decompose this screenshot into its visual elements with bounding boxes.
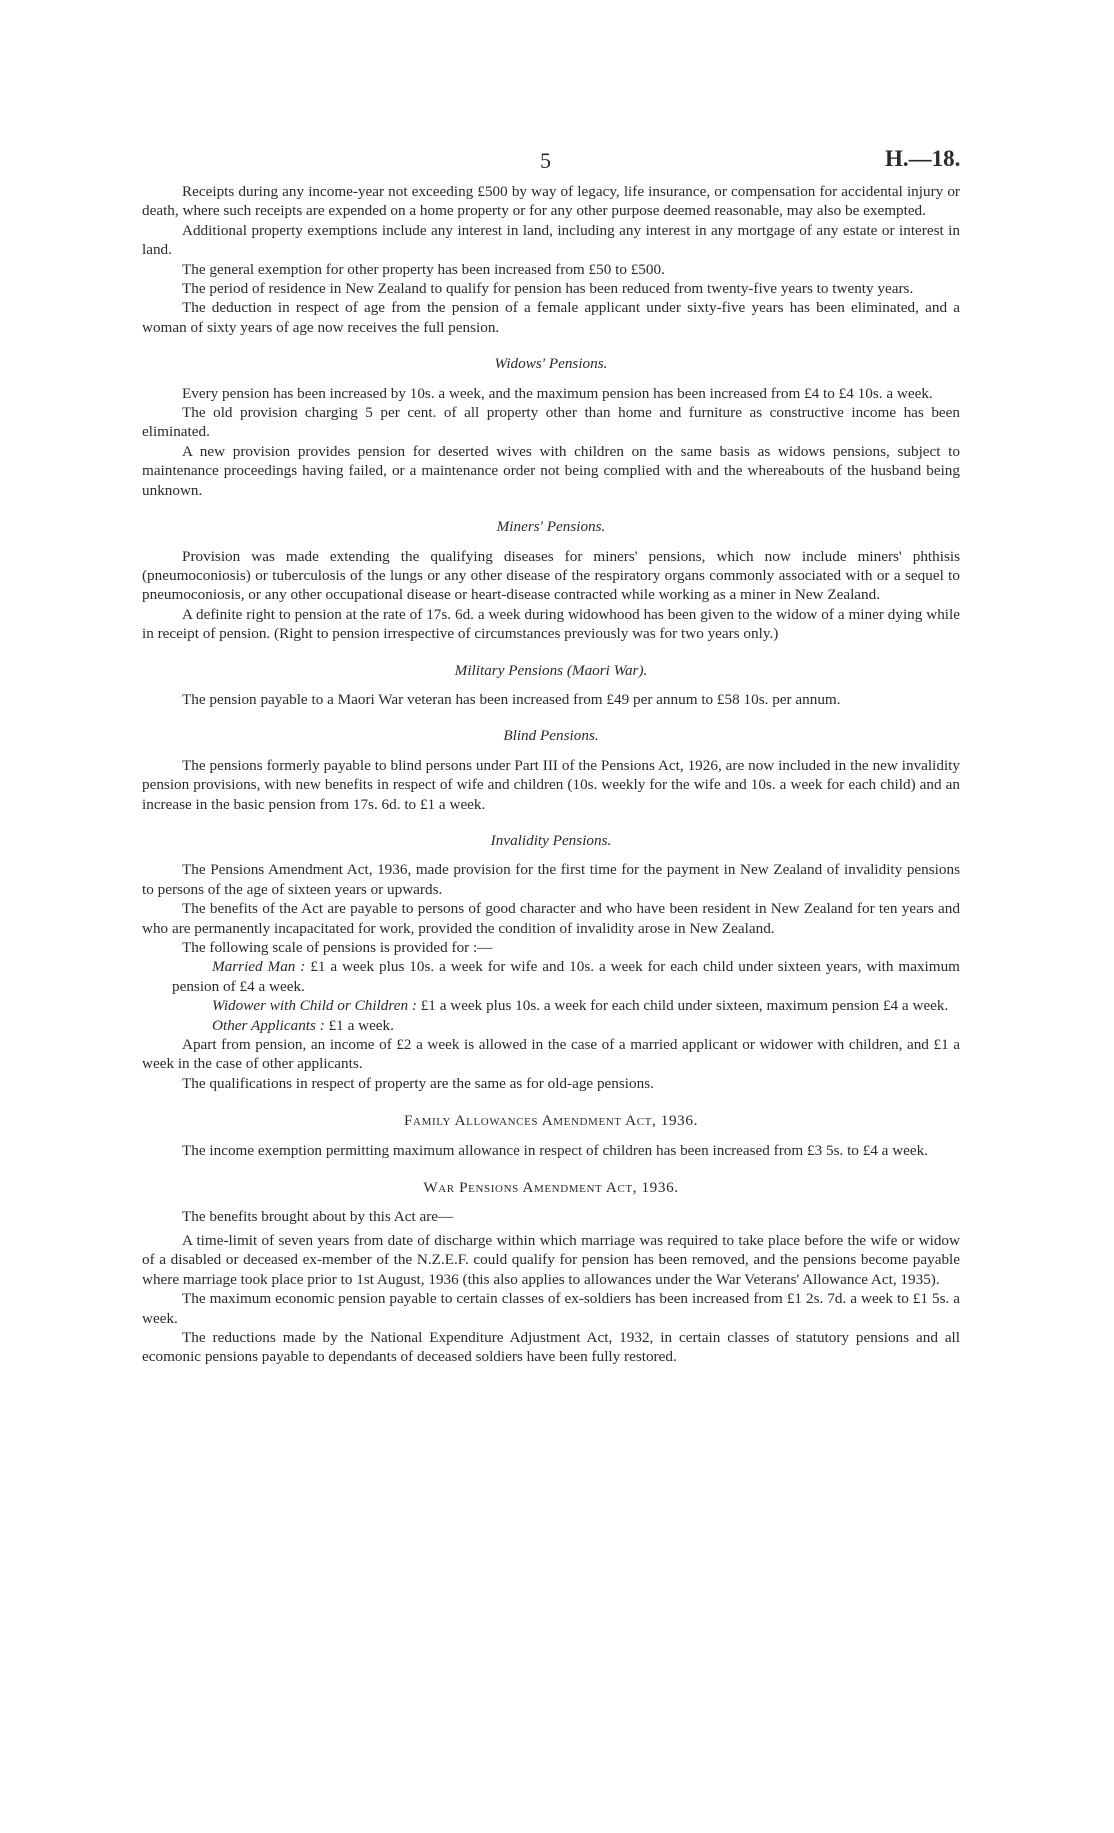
pension-scale-text: £1 a week plus 10s. a week for each child under sixteen, maximum pension £4 a week. — [420, 997, 949, 1015]
paragraph: Receipts during any income-year not exceeding £500 by way of legacy, life insurance, or compensation for accidental injury or death, where such receipts are expended on a home property or for any other purpose deemed reasonable, may also be exempted. — [142, 183, 960, 220]
paragraph: The deduction in respect of age from the pension of a female applicant under sixty-five years has been eliminated, and a woman of sixty years of age now receives the full pension. — [142, 299, 960, 336]
paragraph: The maximum economic pension payable to certain classes of ex-soldiers has been increased from £1 2s. 7d. a week to £1 5s. a week. — [142, 1290, 960, 1327]
section-heading-war-pensions: War Pensions Amendment Act, 1936. — [423, 1179, 679, 1197]
paragraph: The benefits of the Act are payable to persons of good character and who have been resident in New Zealand for ten years and who are permanently incapacitated for work, provided the condition of invalidity arose in New Zealand. — [142, 900, 960, 937]
paragraph: A definite right to pension at the rate of 17s. 6d. a week during widowhood has been given to the widow of a miner dying while in receipt of pension. (Right to pension irrespective of circumstances previously was for two years only.) — [142, 605, 960, 643]
paragraph: The pension payable to a Maori War veteran has been increased from £49 per annum to £58 10s. per annum. — [182, 690, 841, 708]
paragraph: The pensions formerly payable to blind persons under Part III of the Pensions Act, 1926, are now included in the new invalidity pension provisions, with new benefits in respect of wife and children (10s. weekly for the wife and 10s. a week for each child) and an increase in the basic pension from 17s. 6d. to £1 a week. — [142, 756, 960, 813]
paragraph: Every pension has been increased by 10s. a week, and the maximum pension has been increased from £4 to £4 10s. a week. — [182, 384, 933, 402]
pension-scale-item — [142, 1016, 960, 1035]
section-heading-blind: Blind Pensions. — [503, 727, 599, 745]
document-body — [142, 182, 960, 1367]
paragraph: The period of residence in New Zealand to qualify for pension has been reduced from twenty-five years to twenty years. — [182, 280, 914, 298]
pension-scale-category: Other Applicants : — [212, 1016, 325, 1034]
paragraph: The qualifications in respect of property are the same as for old-age pensions. — [182, 1074, 654, 1092]
paragraph: The Pensions Amendment Act, 1936, made provision for the first time for the payment in New Zealand of invalidity pensions to persons of the age of sixteen years or upwards. — [142, 861, 960, 898]
section-heading-miners: Miners' Pensions. — [496, 518, 606, 536]
page-number: 5 — [540, 148, 551, 173]
section-heading-military: Military Pensions (Maori War). — [454, 661, 648, 679]
section-heading-widows: Widows' Pensions. — [494, 355, 608, 373]
pension-scale-item — [142, 957, 960, 996]
section-heading-family-allowances: Family Allowances Amendment Act, 1936. — [404, 1112, 698, 1130]
document-reference: H.—18. — [885, 146, 961, 171]
paragraph: Apart from pension, an income of £2 a week is allowed in the case of a married applicant or widower with children, and £1 a week in the case of other applicants. — [142, 1036, 960, 1073]
paragraph: The income exemption permitting maximum allowance in respect of children has been increased from £3 5s. to £4 a week. — [182, 1141, 929, 1159]
pension-scale-text: £1 a week plus 10s. a week for wife and 10s. a week for each child under sixteen years, with maximum pension of £4 a week. — [172, 958, 960, 995]
paragraph: A time-limit of seven years from date of discharge within which marriage was required to take place before the wife or widow of a disabled or deceased ex-member of the N.Z.E.F. could qualify for pension has been removed, and the pensions become payable where marriage took place prior to 1st August, 1936 (this also applies to allowances under the War Veterans' Allowance Act, 1935). — [142, 1231, 960, 1288]
paragraph: Provision was made extending the qualifying diseases for miners' pensions, which now include miners' phthisis (pneumoconiosis) or tuberculosis of the lungs or any other disease of the respiratory organs commonly associated with or a sequel to pneumoconiosis, or any other occupational disease or heart-disease contracted while working as a miner in New Zealand. — [142, 547, 960, 604]
paragraph: The benefits brought about by this Act are— — [182, 1208, 454, 1226]
pension-scale-item — [142, 996, 960, 1015]
pension-scale-category: Widower with Child or Children : — [212, 997, 417, 1015]
paragraph: The reductions made by the National Expenditure Adjustment Act, 1932, in certain classes of statutory pensions and all ecomonic pensions payable to dependants of deceased soldiers have been fully restored. — [142, 1328, 960, 1366]
pension-scale-text: £1 a week. — [328, 1016, 394, 1034]
paragraph: The general exemption for other property has been increased from £50 to £500. — [182, 260, 665, 278]
section-heading-invalidity: Invalidity Pensions. — [490, 831, 612, 849]
paragraph: Additional property exemptions include any interest in land, including any interest in any mortgage of any estate or interest in land. — [142, 221, 960, 259]
paragraph: The old provision charging 5 per cent. of all property other than home and furniture as constructive income has been eliminated. — [142, 404, 960, 441]
paragraph: The following scale of pensions is provided for :— — [182, 939, 493, 956]
pension-scale-category: Married Man : — [212, 958, 306, 976]
paragraph: A new provision provides pension for deserted wives with children on the same basis as widows pensions, subject to maintenance proceedings having failed, or a maintenance order not being complied with and the whereabouts of the husband being unknown. — [142, 442, 960, 499]
